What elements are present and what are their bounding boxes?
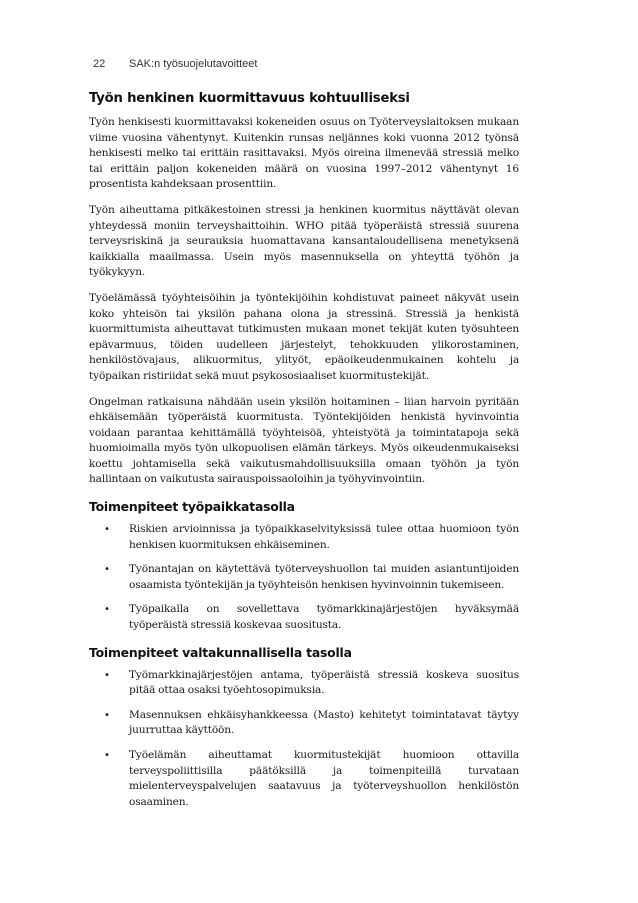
list-item xyxy=(89,522,519,553)
workplace-measures-list xyxy=(89,522,519,634)
list-item xyxy=(89,708,519,739)
list-item-text: Työpaikalla on sovellettava työmarkkinajärjestöjen hyväksymää työperäistä stressiä koskevaa suositusta. xyxy=(129,603,519,632)
page-number: 22 xyxy=(93,58,106,70)
bullet-icon: • xyxy=(104,604,110,616)
list-item xyxy=(89,602,519,633)
bullet-icon: • xyxy=(104,564,110,576)
list-item xyxy=(89,668,519,699)
national-measures-list xyxy=(89,668,519,811)
paragraph: Työelämässä työyhteisöihin ja työntekijöihin kohdistuvat paineet näkyvät usein koko yhteisön tai yksilön pahana olona ja stressinä. Stressiä ja henkistä kuormittumista aiheuttavat tutkimusten mukaan monet tekijät kuten työsuhteen epävarmuus, töiden uudelleen järjestelyt, tehokkuuden ylikorostaminen, henkilöstövajaus, alikuormitus, ylityöt, epäoikeudenmukainen kohtelu ja työpaikan ristiriidat sekä muut psykososiaaliset kuormitustekijät. xyxy=(89,291,519,382)
list-item-text: Riskien arvioinnissa ja työpaikkaselvityksissä tulee ottaa huomioon työn henkisen kuormituksen ehkäiseminen. xyxy=(129,523,519,551)
paragraph: Ongelman ratkaisuna nähdään usein yksilön hoitaminen – liian harvoin pyritään ehkäisemään työperäistä kuormitusta. Työntekijöiden henkistä hyvinvointia voidaan parantaa kehittämällä työyhteisöä, yhteistyötä ja toimintatapoja sekä huomioimalla myös työn ulkopuolisen elämän tärkeys. Myös oikeudenmukaiseksi koettu johtamisella sekä vaikutusmahdollisuuksilla omaan työhön ja työn hallintaan on vaikutusta sairauspoissaoloihin ja työhyvinvointiin. xyxy=(89,395,519,486)
workplace-measures-heading: Toimenpiteet työpaikkatasolla xyxy=(89,499,295,515)
running-title: SAK:n työsuojelutavoitteet xyxy=(129,58,258,70)
list-item-text: Masennuksen ehkäisyhankkeessa (Masto) kehitetyt toimintatavat täytyy juurruttaa käyttöön. xyxy=(129,708,519,737)
list-item xyxy=(89,748,519,810)
list-item xyxy=(89,562,519,593)
national-measures-heading: Toimenpiteet valtakunnallisella tasolla xyxy=(89,644,352,660)
paragraph: Työn henkisesti kuormittavaksi kokeneiden osuus on Työterveyslaitoksen mukaan viime vuosina vähentynyt. Kuitenkin runsas neljännes koki vuonna 2012 työnsä henkisesti melko tai erittäin rasittavaksi. Myös oireina ilmenevää stressiä melko tai erittäin paljon kokeneiden määrä on vuosina 1997–2012 vähentynyt 16 prosentista kahdeksaan prosenttiin. xyxy=(89,116,519,191)
bullet-icon: • xyxy=(104,524,110,536)
page-content xyxy=(89,90,519,820)
running-header xyxy=(93,58,257,70)
list-item-text: Työelämän aiheuttamat kuormitustekijät huomioon ottavilla terveyspoliittisilla päätöksillä ja toimenpiteillä turvataan mielenterveyspalvelujen saatavuus ja työterveyshuollon henkilöstön osaaminen. xyxy=(129,749,519,808)
list-item-text: Työnantajan on käytettävä työterveyshuollon tai muiden asiantuntijoiden osaamista työntekijän ja työyhteisön henkisen hyvinvoinnin tukemiseen. xyxy=(129,563,519,591)
paragraph: Työn aiheuttama pitkäkestoinen stressi ja henkinen kuormitus näyttävät olevan yhteydessä moniin terveyshaittoihin. WHO pitää työperäistä stressiä suurena terveysriskinä ja seurauksia huomattavana kansantaloudellisena menetyksenä kaikkialla maailmassa. Usein myös masennuksella on yhteyttä työhön ja työkykyyn. xyxy=(89,203,519,279)
bullet-icon: • xyxy=(104,750,110,761)
bullet-icon: • xyxy=(104,669,110,681)
section-title: Työn henkinen kuormittavuus kohtuulliseksi xyxy=(89,91,410,106)
list-item-text: Työmarkkinajärjestöjen antama, työperäistä stressiä koskeva suositus pitää ottaa osaksi työehtosopimuksia. xyxy=(129,668,519,697)
bullet-icon: • xyxy=(104,709,110,721)
